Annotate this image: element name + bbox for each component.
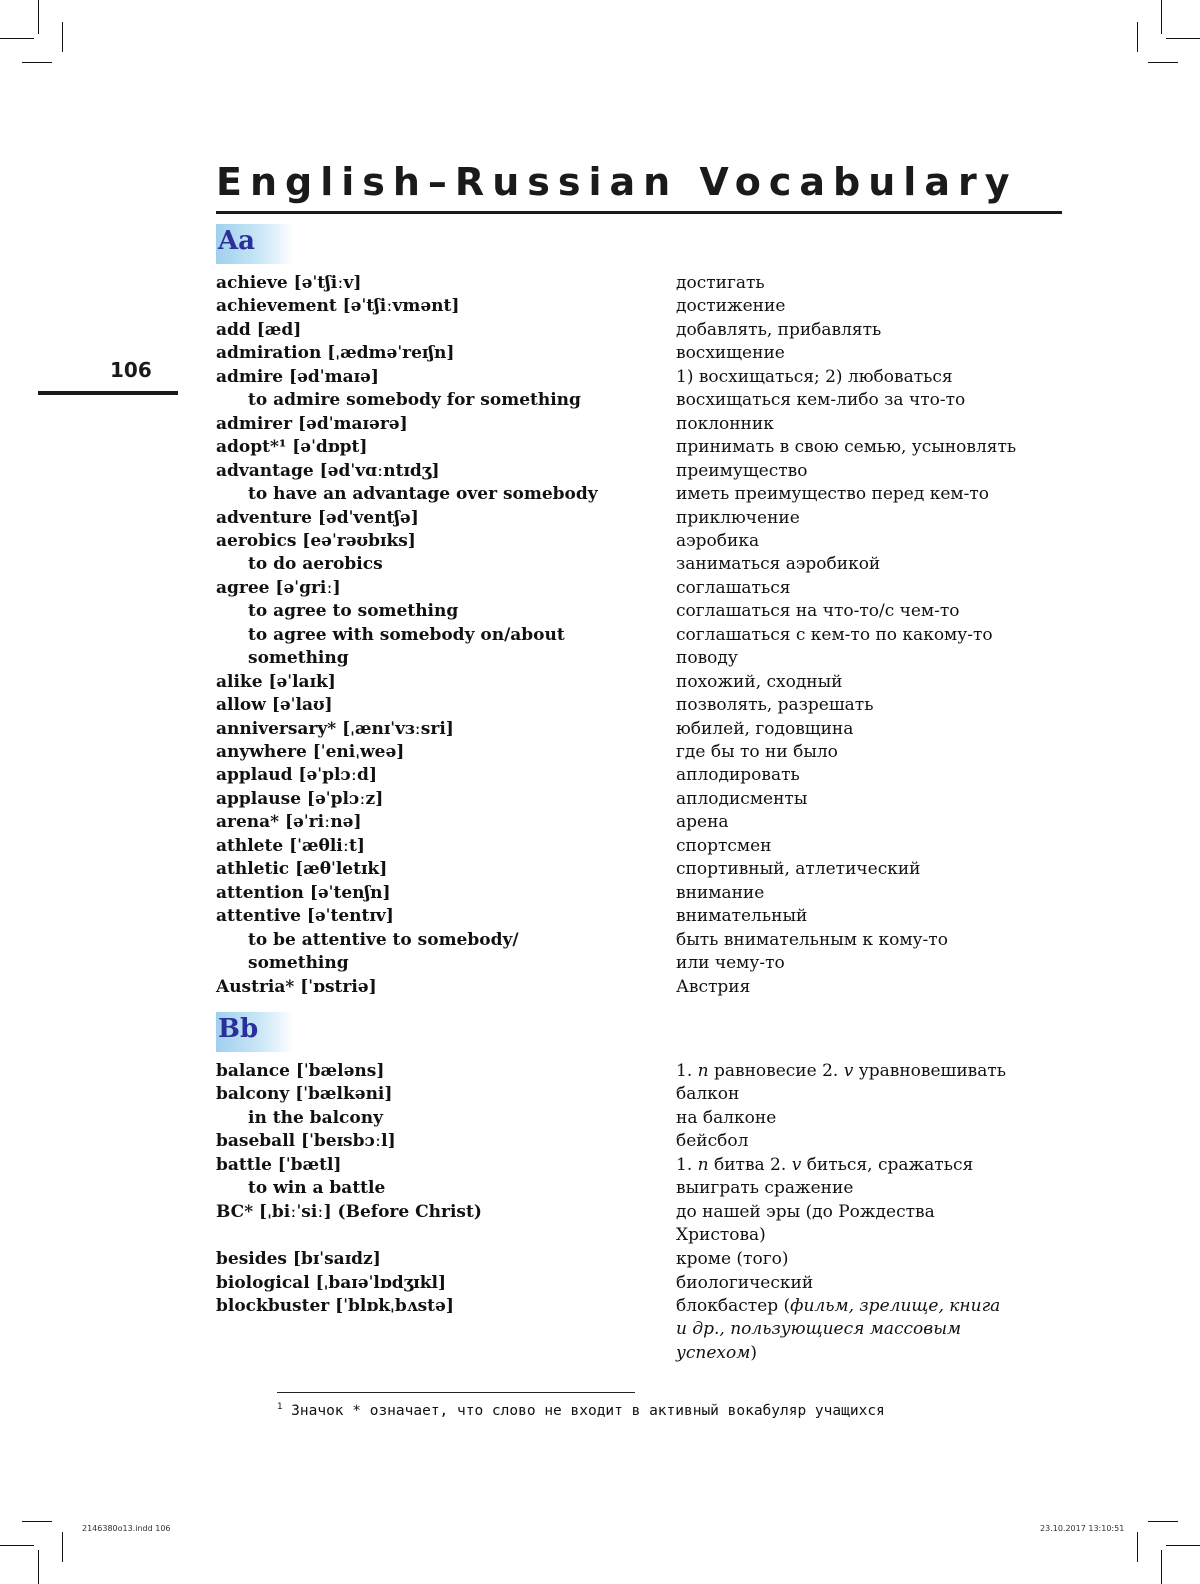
translation-part: 1. <box>676 1154 698 1175</box>
vocab-entry <box>216 530 1086 554</box>
entry-translation: где бы то ни было <box>676 742 838 762</box>
vocab-entry <box>216 1224 1086 1248</box>
entry-translation: внимательный <box>676 906 808 927</box>
entry-translation <box>676 1342 757 1366</box>
vocab-entry <box>216 1154 1086 1178</box>
entry-translation: Австрия <box>676 976 751 997</box>
entry-translation: соглашаться с кем-то по какому-то <box>676 624 993 645</box>
entry-translation: заниматься аэробикой <box>676 554 881 575</box>
entry-headword: admirer [ədˈmaɪərə] <box>216 413 408 434</box>
entry-translation: бейсбол <box>676 1131 749 1152</box>
crop-mark <box>0 38 34 39</box>
vocab-entry <box>216 319 1086 343</box>
crop-mark <box>1137 1532 1138 1562</box>
entry-headword: arena* [əˈriːnə] <box>216 812 362 833</box>
vocab-entry <box>216 882 1086 906</box>
vocab-entry <box>216 577 1086 601</box>
entry-translation <box>676 1318 961 1342</box>
entry-translation: позволять, разрешать <box>676 695 874 716</box>
entry-headword: adopt*¹ [əˈdɒpt] <box>216 437 368 458</box>
translation-italic: v <box>843 1061 854 1081</box>
entry-example: to agree to something <box>248 601 459 622</box>
vocab-entry <box>216 436 1086 460</box>
footnote-mark: 1 <box>277 1402 283 1412</box>
translation-italic: успехом <box>676 1342 751 1363</box>
crop-mark <box>38 0 39 34</box>
entry-translation: спортсмен <box>676 835 772 856</box>
entry-headword: baseball [ˈbeɪsbɔːl] <box>216 1131 396 1152</box>
footnote-text: Значок * означает, что слово не входит в активный вокабуляр учащихся <box>282 1402 885 1419</box>
entry-translation <box>676 1060 1006 1084</box>
entry-headword: athletic [æθˈletɪk] <box>216 859 388 880</box>
entry-translation: аэробика <box>676 530 760 551</box>
entry-headword: adventure [ədˈventʃə] <box>216 507 419 528</box>
entry-translation: или чему-то <box>676 953 785 974</box>
entry-headword: attention [əˈtenʃn] <box>216 882 391 903</box>
title-rule <box>216 211 1062 214</box>
entry-headword: alike [əˈlaɪk] <box>216 671 336 692</box>
entry-headword: achievement [əˈtʃiːvmənt] <box>216 296 460 317</box>
crop-mark <box>1148 1521 1178 1522</box>
entry-headword: Austria* [ˈɒstriə] <box>216 976 377 997</box>
entry-translation: соглашаться <box>676 577 791 598</box>
vocab-entry <box>216 342 1086 366</box>
vocab-entry <box>216 718 1086 742</box>
translation-part: ) <box>750 1342 757 1363</box>
translation-italic: v <box>791 1154 802 1175</box>
entry-translation: 1) восхищаться; 2) любоваться <box>676 366 953 387</box>
translation-part: блокбастер ( <box>676 1296 791 1316</box>
entry-example: to do aerobics <box>248 554 383 575</box>
vocab-entry <box>216 272 1086 296</box>
entry-headword: admire [ədˈmaɪə] <box>216 366 379 387</box>
entry-headword: allow [əˈlaʊ] <box>216 695 333 716</box>
section-letter: Aa <box>218 226 256 256</box>
entry-headword: biological [ˌbaɪəˈlɒdʒɪkl] <box>216 1272 447 1293</box>
vocab-entry <box>216 905 1086 929</box>
entry-translation: иметь преимущество перед кем-то <box>676 484 990 505</box>
crop-mark <box>62 22 63 52</box>
crop-mark <box>1166 1545 1200 1546</box>
entry-translation: Христова) <box>676 1225 766 1246</box>
entry-translation: поклонник <box>676 413 774 434</box>
entry-example: to admire somebody for something <box>248 390 581 411</box>
entry-example: to have an advantage over somebody <box>248 484 598 505</box>
translation-italic: фильм, зрелище, книга <box>790 1296 1001 1316</box>
entry-headword: battle [ˈbætl] <box>216 1154 342 1175</box>
translation-italic: и др., пользующиеся массовым <box>676 1319 962 1340</box>
vocab-entry <box>216 1318 1086 1342</box>
vocab-entry <box>216 694 1086 718</box>
section-header-b <box>216 1012 294 1052</box>
entry-headword: BC* [ˌbiːˈsiː] (Before Christ) <box>216 1201 482 1222</box>
crop-mark <box>1148 62 1178 63</box>
vocab-entry <box>216 1130 1086 1154</box>
vocab-entry <box>216 858 1086 882</box>
vocab-entry <box>216 976 1086 1000</box>
entry-translation: выиграть сражение <box>676 1178 854 1199</box>
section-letter: Bb <box>218 1014 259 1044</box>
page-number: 106 <box>110 358 152 382</box>
entry-headword: applaud [əˈplɔːd] <box>216 765 377 786</box>
vocab-entry <box>216 413 1086 437</box>
crop-mark <box>1161 0 1162 34</box>
entry-example: something <box>248 953 349 974</box>
entry-example: in the balcony <box>248 1107 383 1128</box>
entry-example: to agree with somebody on/about <box>248 624 565 645</box>
entry-example: to win a battle <box>248 1178 386 1199</box>
translation-italic: n <box>697 1154 709 1175</box>
entry-translation <box>676 1295 1000 1319</box>
entry-headword: add [æd] <box>216 319 302 340</box>
vocab-entry <box>216 1177 1086 1201</box>
entry-headword: anywhere [ˈeniˌweə] <box>216 742 405 762</box>
entry-translation: внимание <box>676 882 765 903</box>
entry-headword: athlete [ˈæθliːt] <box>216 835 365 856</box>
entry-headword: achieve [əˈtʃiːv] <box>216 273 362 293</box>
vocab-entry <box>216 483 1086 507</box>
entry-translation: восхищение <box>676 343 785 364</box>
entry-headword: advantage [ədˈvɑːntɪdʒ] <box>216 460 440 481</box>
vocab-entry <box>216 600 1086 624</box>
vocab-entry <box>216 1342 1086 1366</box>
translation-part: уравновешивать <box>853 1061 1007 1081</box>
translation-part: равновесие 2. <box>708 1061 844 1081</box>
entry-translation: поводу <box>676 648 738 669</box>
vocab-entry <box>216 647 1086 671</box>
entry-headword: admiration [ˌædməˈreɪʃn] <box>216 343 455 364</box>
vocab-entry <box>216 788 1086 812</box>
crop-mark <box>1161 1550 1162 1584</box>
slug-left: 2146380o13.indd 106 <box>82 1524 171 1533</box>
entry-headword: blockbuster [ˈblɒkˌbʌstə] <box>216 1296 454 1316</box>
vocab-entry <box>216 952 1086 976</box>
entry-headword: attentive [əˈtentɪv] <box>216 906 394 927</box>
entry-translation: преимущество <box>676 460 808 481</box>
translation-part: 1. <box>676 1061 698 1081</box>
vocab-entry <box>216 1060 1086 1084</box>
vocab-entry <box>216 1295 1086 1319</box>
entry-headword: applause [əˈplɔːz] <box>216 788 384 809</box>
footnote-rule <box>277 1392 635 1393</box>
vocab-entry <box>216 295 1086 319</box>
vocab-entry <box>216 1248 1086 1272</box>
translation-part: битва 2. <box>708 1154 792 1175</box>
entry-translation: восхищаться кем-либо за что-то <box>676 390 966 411</box>
vocab-entry <box>216 389 1086 413</box>
vocab-entry <box>216 929 1086 953</box>
crop-mark <box>38 1550 39 1584</box>
entry-translation: аплодировать <box>676 765 800 786</box>
entry-translation: до нашей эры (до Рождества <box>676 1201 935 1222</box>
entry-translation: на балконе <box>676 1107 777 1128</box>
crop-mark <box>0 1545 34 1546</box>
vocab-entry <box>216 507 1086 531</box>
crop-mark <box>22 62 52 63</box>
entry-translation: быть внимательным к кому-то <box>676 929 948 950</box>
entry-headword: balance [ˈbæləns] <box>216 1061 385 1081</box>
vocab-entry <box>216 1272 1086 1296</box>
entry-translation: балкон <box>676 1084 740 1105</box>
crop-mark <box>62 1532 63 1562</box>
entry-translation: арена <box>676 812 729 833</box>
entry-example: something <box>248 648 349 669</box>
vocab-entry <box>216 764 1086 788</box>
vocab-entry <box>216 741 1086 765</box>
entry-translation: достигать <box>676 273 765 293</box>
entry-translation: соглашаться на что-то/с чем-то <box>676 601 960 622</box>
entry-translation: биологический <box>676 1272 814 1293</box>
vocab-entry <box>216 835 1086 859</box>
vocab-entry <box>216 1201 1086 1225</box>
vocab-entry <box>216 624 1086 648</box>
entry-translation: добавлять, прибавлять <box>676 319 882 340</box>
vocab-entry <box>216 811 1086 835</box>
entry-translation: достижение <box>676 296 786 317</box>
entry-translation: аплодисменты <box>676 788 808 809</box>
page-title: English–Russian Vocabulary <box>216 160 1018 204</box>
entry-translation: спортивный, атлетический <box>676 859 921 880</box>
entry-translation: юбилей, годовщина <box>676 718 854 739</box>
entry-headword: anniversary* [ˌænɪˈvɜːsri] <box>216 718 454 739</box>
crop-mark <box>1137 22 1138 52</box>
vocab-entry <box>216 1083 1086 1107</box>
translation-italic: n <box>697 1061 709 1081</box>
entry-example: to be attentive to somebody/ <box>248 929 519 950</box>
vocab-entry <box>216 553 1086 577</box>
entry-translation: принимать в свою семью, усыновлять <box>676 437 1017 458</box>
entry-translation: приключение <box>676 507 800 528</box>
crop-mark <box>22 1521 52 1522</box>
entry-translation: похожий, сходный <box>676 671 843 692</box>
entry-headword: balcony [ˈbælkəni] <box>216 1084 393 1105</box>
entry-translation: кроме (того) <box>676 1249 789 1270</box>
entry-headword: aerobics [eəˈrəʊbɪks] <box>216 530 416 551</box>
vocab-entry <box>216 366 1086 390</box>
page-number-rule <box>38 391 178 395</box>
slug-right: 23.10.2017 13:10:51 <box>1040 1524 1125 1533</box>
crop-mark <box>1166 38 1200 39</box>
entry-translation <box>676 1154 973 1178</box>
vocab-entry <box>216 1107 1086 1131</box>
footnote <box>277 1402 885 1419</box>
entry-headword: agree [əˈgriː] <box>216 577 341 598</box>
entry-headword: besides [bɪˈsaɪdz] <box>216 1249 381 1270</box>
section-header-a <box>216 224 294 264</box>
translation-part: биться, сражаться <box>801 1154 974 1175</box>
vocab-entry <box>216 671 1086 695</box>
vocab-entry <box>216 460 1086 484</box>
